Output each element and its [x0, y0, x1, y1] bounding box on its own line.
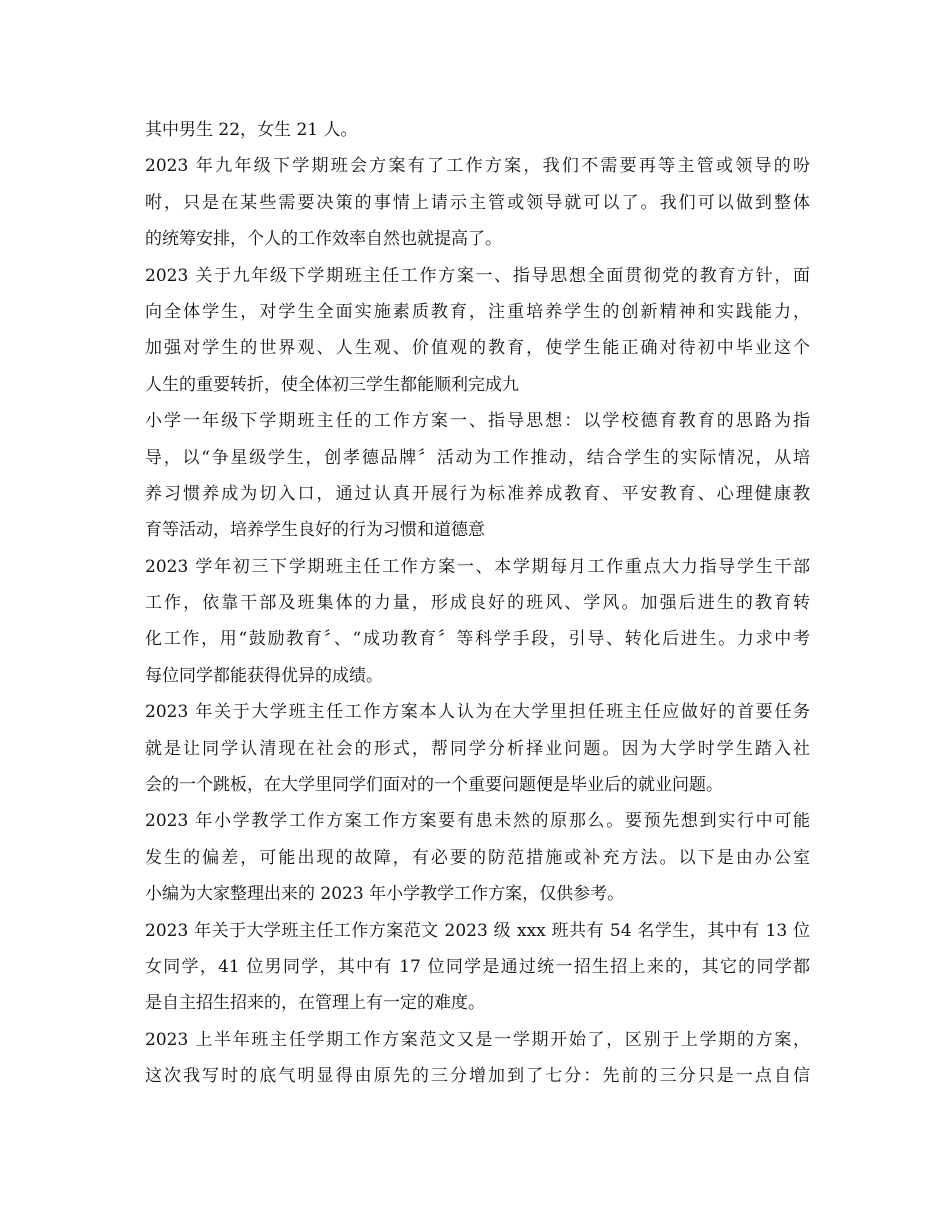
text-line: 的统筹安排，个人的工作效率自然也就提高了。 [145, 229, 502, 250]
text-line: 导，以“争星级学生，创孝德品牌〞活动为工作推动，结合学生的实际情况，从培 [145, 447, 810, 468]
text-line: 每位同学都能获得优异的成绩。 [145, 665, 383, 686]
text-line: 这次我写时的底气明显得由原先的三分增加到了七分：先前的三分只是一点自信 [145, 1066, 810, 1087]
text-line: 是自主招生招来的，在管理上有一定的难度。 [145, 993, 485, 1014]
text-line: 养习惯养成为切入口，通过认真开展行为标准养成教育、平安教育、心理健康教 [145, 483, 810, 504]
text-line: 2023 年关于大学班主任工作方案本人认为在大学里担任班主任应做好的首要任务 [145, 702, 810, 723]
text-line: 2023 年小学教学工作方案工作方案要有患未然的原那么。要预先想到实行中可能 [145, 811, 810, 832]
paragraph [145, 913, 810, 1022]
paragraph [145, 258, 810, 404]
text-line: 其中男生 22，女生 21 人。 [145, 120, 358, 140]
text-line: 人生的重要转折，使全体初三学生都能顺利完成九 [145, 374, 519, 395]
text-line: 工作，依靠干部及班集体的力量，形成良好的班风、学风。加强后进生的教育转 [145, 593, 810, 614]
text-line: 化工作，用“鼓励教育〞、“成功教育〞等科学手段，引导、转化后进生。力求中考 [145, 629, 810, 650]
text-line: 2023 学年初三下学期班主任工作方案一、本学期每月工作重点大力指导学生干部 [145, 556, 810, 577]
document-body [145, 112, 810, 1095]
text-line: 加强对学生的世界观、人生观、价值观的教育，使学生能正确对待初中毕业这个 [145, 338, 810, 359]
paragraph [145, 403, 810, 549]
text-line: 就是让同学认清现在社会的形式，帮同学分析择业问题。因为大学时学生踏入社 [145, 738, 810, 759]
text-line: 2023 上半年班主任学期工作方案范文又是一学期开始了，区别于上学期的方案， [145, 1029, 810, 1050]
text-line: 咐，只是在某些需要决策的事情上请示主管或领导就可以了。我们可以做到整体 [145, 192, 810, 213]
text-line: 2023 年关于大学班主任工作方案范文 2023 级 xxx 班共有 54 名学生，其中有 13 位 [145, 920, 810, 941]
text-line: 育等活动，培养学生良好的行为习惯和道德意 [145, 520, 485, 541]
text-line: 小编为大家整理出来的 2023 年小学教学工作方案，仅供参考。 [145, 884, 625, 905]
text-line: 小学一年级下学期班主任的工作方案一、指导思想：以学校德育教育的思路为指 [145, 411, 810, 432]
text-line: 会的一个跳板，在大学里同学们面对的一个重要问题便是毕业后的就业问题。 [145, 775, 723, 796]
paragraph [145, 694, 810, 803]
paragraph [145, 1022, 810, 1095]
text-line: 2023 年九年级下学期班会方案有了工作方案，我们不需要再等主管或领导的吩 [145, 156, 810, 177]
text-line: 2023 关于九年级下学期班主任工作方案一、指导思想全面贯彻党的教育方针，面 [145, 265, 810, 286]
paragraph [145, 148, 810, 257]
paragraph [145, 112, 810, 148]
paragraph [145, 549, 810, 695]
paragraph [145, 803, 810, 912]
text-line: 发生的偏差，可能出现的故障，有必要的防范措施或补充方法。以下是由办公室 [145, 847, 810, 868]
text-line: 女同学，41 位男同学，其中有 17 位同学是通过统一招生招上来的，其它的同学都 [145, 956, 810, 977]
text-line: 向全体学生，对学生全面实施素质教育，注重培养学生的创新精神和实践能力， [145, 301, 810, 322]
